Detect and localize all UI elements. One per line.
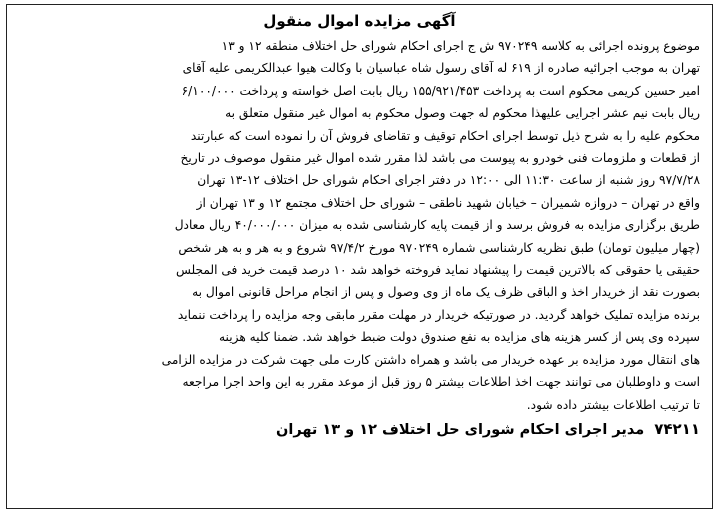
notice-line: از قطعات و ملزومات فنی خودرو به پیوست می باشد لذا مقرر شده اموال غیر منقول موصوف در تاریخ (180, 151, 700, 166)
notice-line: (چهار میلیون تومان) طبق نظریه کارشناسی شماره ۹۷۰۲۴۹ مورخ ۹۷/۴/۲ شروع و به هر و به هر شخص (178, 240, 700, 255)
notice-line: ریال بابت نیم عشر اجرایی علیهذا محکوم له جهت وصول محکوم به اموال غیر منقول متعلق به (225, 106, 700, 121)
notice-line: ۹۷/۷/۲۸ روز شنبه از ساعت ۱۱:۳۰ الی ۱۲:۰۰ در دفتر اجرای احکام شورای حل اختلاف ۱۲-۱۳ تهران (197, 173, 700, 188)
notice-line: حقیقی یا حقوقی که بالاترین قیمت را پیشنهاد نماید فروخته خواهد شد ۱۰ درصد قیمت خرید فی المجلس (175, 263, 700, 278)
notice-line: برنده مزایده تملیک خواهد گردید. در صورتیکه خریدار در مهلت مقرر مابقی وجه مزایده را پرداخت ننماید (177, 307, 700, 322)
notice-number: ۷۴۲۱۱ (654, 419, 700, 438)
notice-line: امیر حسین کریمی محکوم است به پرداخت ۱۵۵/۹۲۱/۴۵۳ ریال بابت اصل خواسته و پرداخت ۶/۱۰۰/۰۰۰ (181, 83, 700, 98)
notice-line: سپرده وی پس از کسر هزینه های مزایده به نفع صندوق دولت ضبط خواهد شد. ضمنا کلیه هزینه (219, 330, 700, 345)
notice-line: تهران به موجب اجرائیه صادره از ۶۱۹ له آقای رسول شاه عباسیان با وکالت هیوا عبدالکریمی علیه آقای (182, 61, 700, 76)
notice-line: طریق برگزاری مزایده به فروش برسد و از قیمت پایه کارشناسی شده به میزان ۴۰/۰۰۰/۰۰۰ ریال معادل (174, 218, 700, 233)
notice-body (19, 35, 700, 416)
notice-line: محکوم علیه را به شرح ذیل توسط اجرای احکام توقیف و تقاضای فروش آن را نموده است که عبارتند (190, 128, 700, 143)
notice-line: بصورت نقد از خریدار اخذ و الباقی ظرف یک ماه از وی وصول و پس از انجام مراحل قانونی اموال به (192, 285, 700, 300)
notice-line: است و داوطلبان می توانند جهت اخذ اطلاعات بیشتر ۵ روز قبل از موعد مقرر به این واحد اجرا مراجعه (182, 375, 700, 390)
notice-line: تا ترتیب اطلاعات بیشتر داده شود. (526, 397, 700, 412)
auction-notice (6, 4, 713, 509)
notice-footer (19, 418, 700, 441)
notice-line: موضوع پرونده اجرائی به کلاسه ۹۷۰۲۴۹ ش ج اجرای احکام شورای حل اختلاف منطقه ۱۲ و ۱۳ (221, 39, 700, 53)
notice-title: آگهی مزایده اموال منقول (263, 12, 456, 30)
notice-signature: مدیر اجرای احکام شورای حل اختلاف ۱۲ و ۱۳ تهران (275, 421, 645, 438)
notice-line: های انتقال مورد مزایده بر عهده خریدار می باشد و همراه داشتن کارت ملی جهت شرکت در مزایده الزامی (161, 352, 700, 367)
notice-line: واقع در تهران – دروازه شمیران – خیابان شهید ناطقی – شورای حل اختلاف مجتمع ۱۲ و ۱۳ تهران از (196, 195, 700, 210)
